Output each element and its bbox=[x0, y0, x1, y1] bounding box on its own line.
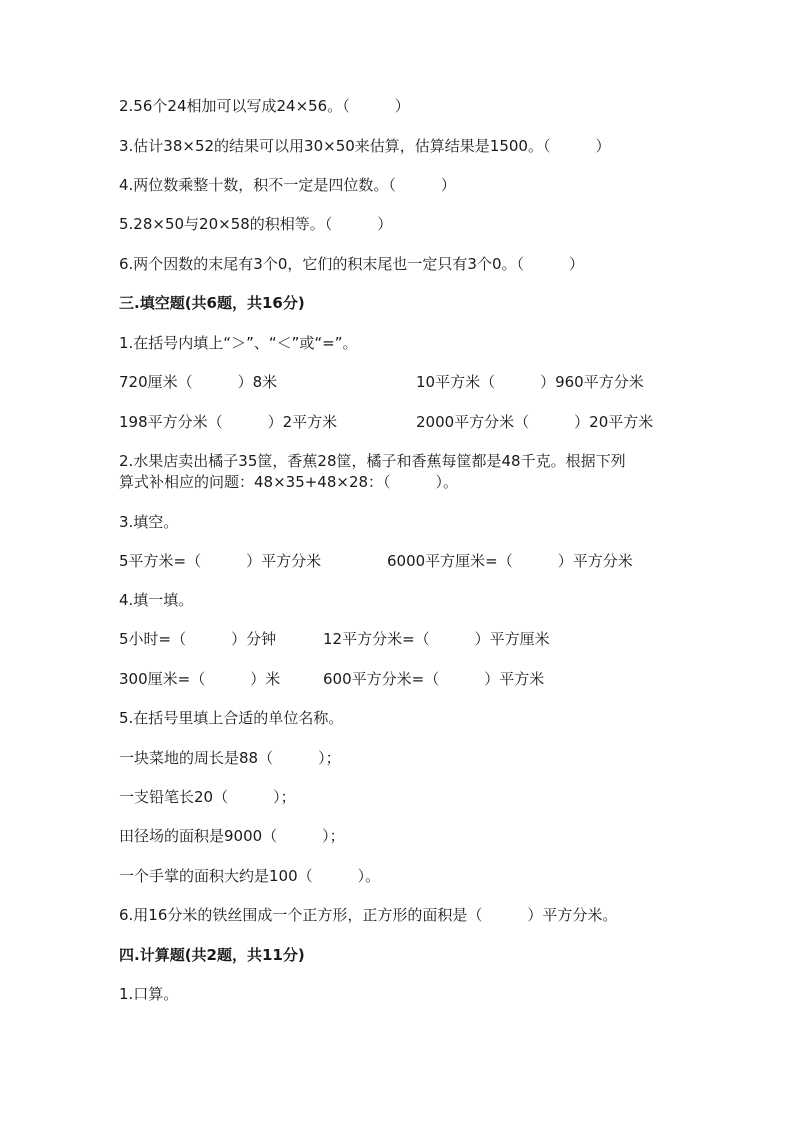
fill-q1-row2-right: 2000平方分米（ ）20平方米 bbox=[416, 413, 654, 431]
fill-q5-item-c: 田径场的面积是9000（ ）； bbox=[119, 827, 345, 845]
fill-question-5-prompt: 5.在括号里填上合适的单位名称。 bbox=[119, 709, 344, 727]
fill-q3-right: 6000平方厘米=（ ）平方分米 bbox=[387, 552, 633, 570]
section-3-heading: 三.填空题(共6题，共16分) bbox=[119, 294, 305, 312]
judge-question-3: 3.估计38×52的结果可以用30×50来估算，估算结果是1500。（ ） bbox=[119, 137, 611, 155]
fill-q4-row1-left: 5小时=（ ）分钟 bbox=[119, 630, 277, 648]
judge-question-5: 5.28×50与20×58的积相等。（ ） bbox=[119, 215, 393, 233]
fill-question-2-line1: 2.水果店卖出橘子35筐，香蕉28筐，橘子和香蕉每筐都是48千克。根据下列 bbox=[119, 452, 626, 470]
fill-question-3-prompt: 3.填空。 bbox=[119, 513, 179, 531]
fill-q5-item-a: 一块菜地的周长是88（ ）； bbox=[119, 749, 341, 767]
fill-q4-row2-right: 600平方分米=（ ）平方米 bbox=[323, 670, 545, 688]
fill-q3-left: 5平方米=（ ）平方分米 bbox=[119, 552, 322, 570]
judge-question-2: 2.56个24相加可以写成24×56。（ ） bbox=[119, 97, 410, 115]
fill-q5-item-b: 一支铅笔长20（ ）； bbox=[119, 788, 296, 806]
fill-q5-item-d: 一个手掌的面积大约是100（ ）。 bbox=[119, 867, 381, 885]
fill-q1-row1-right: 10平方米（ ）960平方分米 bbox=[416, 373, 644, 391]
fill-question-4-prompt: 4.填一填。 bbox=[119, 591, 194, 609]
fill-question-6: 6.用16分米的铁丝围成一个正方形，正方形的面积是（ ）平方分米。 bbox=[119, 906, 618, 924]
judge-question-4: 4.两位数乘整十数，积不一定是四位数。（ ） bbox=[119, 176, 456, 194]
fill-q4-row1-right: 12平方分米=（ ）平方厘米 bbox=[323, 630, 550, 648]
section-4-heading: 四.计算题(共2题，共11分) bbox=[119, 946, 305, 964]
fill-q1-row1-left: 720厘米（ ）8米 bbox=[119, 373, 278, 391]
fill-question-2-line2: 算式补相应的问题：48×35+48×28：（ ）。 bbox=[119, 473, 459, 491]
fill-q4-row2-left: 300厘米=（ ）米 bbox=[119, 670, 281, 688]
calc-question-1: 1.口算。 bbox=[119, 985, 179, 1003]
fill-q1-row2-left: 198平方分米（ ）2平方米 bbox=[119, 413, 338, 431]
judge-question-6: 6.两个因数的末尾有3个0，它们的积末尾也一定只有3个0。（ ） bbox=[119, 255, 584, 273]
fill-question-1-prompt: 1.在括号内填上“＞”、“＜”或“=”。 bbox=[119, 334, 358, 352]
